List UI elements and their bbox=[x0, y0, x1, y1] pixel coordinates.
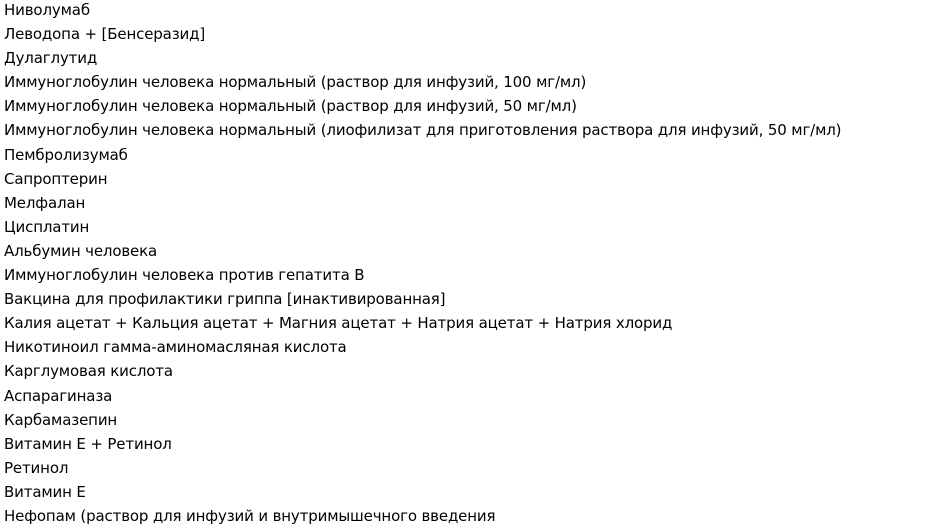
list-item: Пембролизумаб bbox=[4, 145, 128, 164]
list-item: Аспарагиназа bbox=[4, 386, 113, 405]
list-item: Карглумовая кислота bbox=[4, 362, 173, 381]
list-item: Иммуноглобулин человека нормальный (раствор для инфузий, 100 мг/мл) bbox=[4, 73, 587, 92]
list-item: Дулаглутид bbox=[4, 49, 98, 68]
list-item: Витамин E bbox=[4, 482, 86, 501]
list-item: Иммуноглобулин человека нормальный (лиофилизат для приготовления раствора для инфузий, 50 мг/мл) bbox=[4, 121, 842, 140]
list-item: Калия ацетат + Кальция ацетат + Магния ацетат + Натрия ацетат + Натрия хлорид bbox=[4, 314, 673, 333]
list-item: Мелфалан bbox=[4, 193, 86, 212]
list-item: Иммуноглобулин человека нормальный (раствор для инфузий, 50 мг/мл) bbox=[4, 97, 577, 116]
list-item: Витамин E + Ретинол bbox=[4, 434, 172, 453]
list-item: Цисплатин bbox=[4, 217, 90, 236]
list-item: Сапроптерин bbox=[4, 169, 108, 188]
list-item: Никотиноил гамма-аминомасляная кислота bbox=[4, 338, 347, 357]
list-item: Ретинол bbox=[4, 458, 69, 477]
list-item: Альбумин человека bbox=[4, 241, 158, 260]
list-item: Вакцина для профилактики гриппа [инактивированная] bbox=[4, 290, 446, 309]
drug-list bbox=[4, 0, 841, 528]
list-item: Леводопа + [Бенсеразид] bbox=[4, 25, 206, 44]
list-item: Карбамазепин bbox=[4, 410, 118, 429]
list-item: Иммуноглобулин человека против гепатита B bbox=[4, 266, 365, 285]
list-item: Нефопам (раствор для инфузий и внутримышечного введения bbox=[4, 506, 496, 525]
list-item: Ниволумаб bbox=[4, 1, 90, 19]
